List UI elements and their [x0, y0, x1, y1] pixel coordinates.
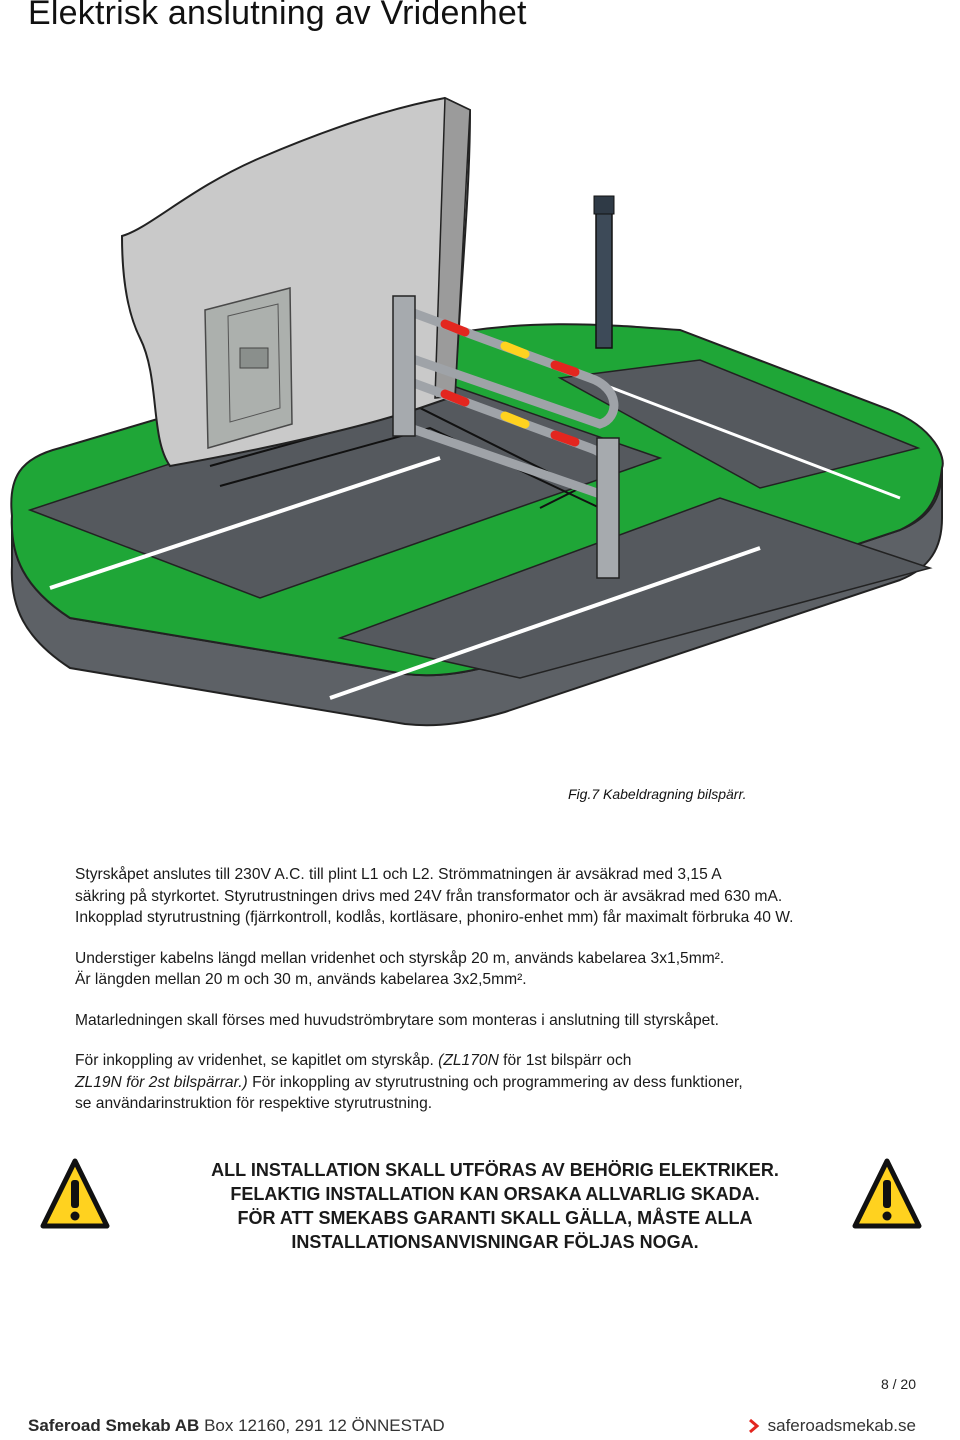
warning-box: ALL INSTALLATION SKALL UTFÖRAS AV BEHÖRIG ELEKTRIKER. FELAKTIG INSTALLATION KAN ORSAKA ALLVARLIG SKADA. FÖR ATT SMEKABS GARANTI SKALL GÄLLA, MÅSTE ALLA INSTALLATIONSANVISNINGAR FÖLJAS NOGA.: [211, 1160, 779, 1252]
company-name: Saferoad Smekab AB: [28, 1416, 200, 1435]
page-number: 8 / 20: [880, 1376, 916, 1392]
paragraph-cable-area: Understiger kabelns längd mellan vridenhet och styrskåp 20 m, används kabelarea 3x1,5mm². Är längden mellan 20 m och 30 m, används kabelarea 3x2,5mm².: [75, 949, 725, 988]
page-title: Elektrisk anslutning av Vridenhet: [28, 0, 527, 32]
turnstile-pillar: [393, 296, 415, 436]
chevron-right-icon: [748, 1418, 760, 1434]
warning-triangle-icon: [852, 1158, 922, 1230]
body-text: [75, 864, 905, 1134]
footer-website[interactable]: [748, 1416, 916, 1436]
website-link[interactable]: saferoadsmekab.se: [767, 1416, 916, 1435]
paragraph-main-switch: Matarledningen skall förses med huvudströmbrytare som monteras i anslutning till styrskåpet.: [75, 1011, 719, 1029]
warning-triangle-icon: [40, 1158, 110, 1230]
footer-company: [28, 1416, 445, 1436]
paragraph-power: Styrskåpet anslutes till 230V A.C. till plint L1 och L2. Strömmatningen är avsäkrad med 3,15 A säkring på styrkortet. Styrutrustningen drivs med 24V från transformator och är avsäkrad med 630 mA. Inkopplad styrutrustning (fjärrkontroll, kodlås, kortläsare, phoniro-enhet mm) får maximalt förbruka 40 W.: [75, 866, 794, 926]
turnstile-installation-illustration: [0, 78, 960, 738]
figure-caption: Fig.7 Kabeldragning bilspärr.: [568, 786, 747, 802]
paragraph-connection: För inkoppling av vridenhet, se kapitlet om styrskåp. (ZL170N för 1st bilspärr och ZL19N för 2st bilspärrar.) För inkoppling av styrutrustning och programmering av dess funktioner, se användarinstruktion för respektive styrutrustning.: [75, 1052, 743, 1112]
company-address: Box 12160, 291 12 ÖNNESTAD: [204, 1416, 445, 1435]
post: [596, 198, 612, 348]
